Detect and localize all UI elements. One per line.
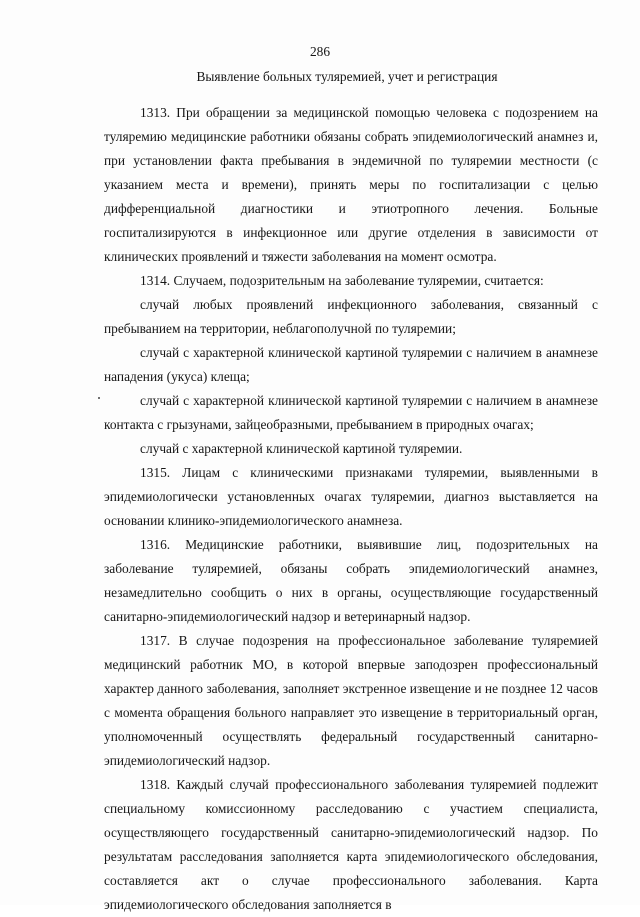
scan-speck bbox=[98, 397, 100, 399]
document-body bbox=[104, 101, 598, 917]
list-item: случай с характерной клинической картиной туляремии. bbox=[140, 441, 463, 456]
list-item: случай с характерной клинической картиной туляремии с наличием в анамнезе нападения (укуса) клеща; bbox=[104, 345, 598, 384]
paragraph-1314: 1314. Случаем, подозрительным на заболевание туляремии, считается: bbox=[140, 273, 544, 288]
paragraph-1316: 1316. Медицинские работники, выявившие лиц, подозрительных на заболевание туляремией, обязаны собрать эпидемиологический анамнез, незамедлительно сообщить о них в органы, осуществляющие государственный санитарно-эпидемиологический надзор и ветеринарный надзор. bbox=[104, 537, 598, 624]
paragraph-1318: 1318. Каждый случай профессионального заболевания туляремией подлежит специальному комиссионному расследованию с участием специалиста, осуществляющего государственный санитарно-эпидемиологический надзор. По результатам расследования заполняется карта эпидемиологического обследования, составляется акт о случае профессионального заболевания. Карта эпидемиологического обследования заполняется в bbox=[104, 777, 598, 912]
paragraph-1317: 1317. В случае подозрения на профессиональное заболевание туляремией медицинский работник МО, в которой впервые заподозрен профессиональный характер данного заболевания, заполняет экстренное извещение и не позднее 12 часов с момента обращения больного направляет это извещение в территориальный орган, уполномоченный осуществлять федеральный государственный санитарно-эпидемиологический надзор. bbox=[104, 633, 598, 768]
paragraph-1313: 1313. При обращении за медицинской помощью человека с подозрением на туляремию медицинские работники обязаны собрать эпидемиологический анамнез и, при установлении факта пребывания в эндемичной по туляремии местности (с указанием места и времени), принять меры по госпитализации с целью дифференциальной диагностики и этиотропного лечения. Больные госпитализируются в инфекционное или другие отделения в зависимости от клинических проявлений и тяжести заболевания на момент осмотра. bbox=[104, 105, 598, 264]
list-item: случай с характерной клинической картиной туляремии с наличием в анамнезе контакта с грызунами, зайцеобразными, пребыванием в природных очагах; bbox=[104, 393, 598, 432]
list-item: случай любых проявлений инфекционного заболевания, связанный с пребыванием на территории, неблагополучной по туляремии; bbox=[104, 297, 598, 336]
page-number: 286 bbox=[309, 44, 331, 59]
paragraph-1315: 1315. Лицам с клиническими признаками туляремии, выявленными в эпидемиологически установленных очагах туляремии, диагноз выставляется на основании клинико-эпидемиологического анамнеза. bbox=[104, 465, 598, 528]
section-title: Выявление больных туляремией, учет и регистрация bbox=[196, 69, 498, 84]
